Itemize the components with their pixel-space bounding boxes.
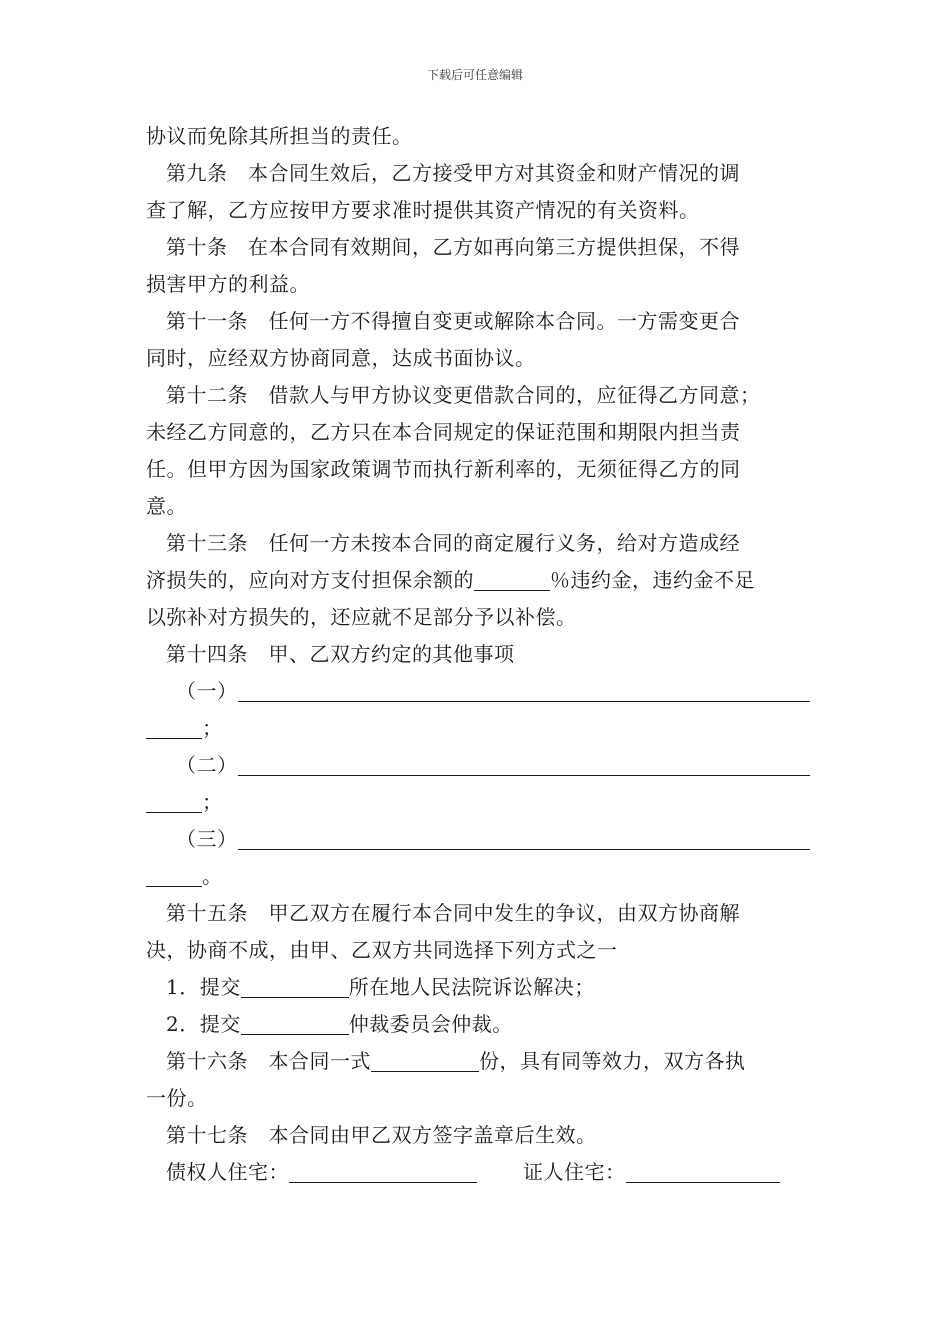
item-1-line [146, 673, 812, 710]
option-1-line [146, 969, 812, 1006]
article-11-line: 第十一条 任何一方不得擅自变更或解除本合同。一方需变更合 [166, 309, 740, 333]
item-end: 。 [202, 864, 223, 888]
text-segment: 第十六条 本合同一式 [166, 1049, 371, 1073]
article-15-line: 第十五条 甲乙双方在履行本合同中发生的争议，由双方协商解 [166, 901, 740, 925]
paragraph-line: 协议而免除其所担当的责任。 [146, 124, 413, 148]
item-end: ； [202, 716, 223, 740]
paragraph-line: 以弥补对方损失的，还应就不足部分予以补偿。 [146, 605, 577, 629]
creditor-address-blank[interactable] [289, 1158, 477, 1183]
paragraph-line: 查了解，乙方应按甲方要求准时提供其资产情况的有关资料。 [146, 198, 700, 222]
paragraph-line: 一份。 [146, 1086, 208, 1110]
paragraph-line: 同时，应经双方协商同意，达成书面协议。 [146, 346, 536, 370]
penalty-rate-blank[interactable] [474, 566, 550, 591]
page-header: 下载后可任意编辑 [426, 68, 523, 82]
item-2-continuation [146, 784, 812, 821]
paragraph-line: 未经乙方同意的，乙方只在本合同规定的保证范围和期限内担当责 [146, 420, 741, 444]
item-3-continuation [146, 858, 812, 895]
signature-address-line [146, 1154, 812, 1191]
article-13-line: 第十三条 任何一方未按本合同的商定履行义务，给对方造成经 [166, 531, 740, 555]
item-label: （一） [176, 679, 238, 703]
article-9-line: 第九条 本合同生效后，乙方接受甲方对其资金和财产情况的调 [166, 161, 740, 185]
text-segment: 所在地人民法院诉讼解决； [348, 975, 595, 999]
item-end: ； [202, 790, 223, 814]
article-10-line: 第十条 在本合同有效期间，乙方如再向第三方提供担保，不得 [166, 235, 740, 259]
text-segment: 1．提交 [166, 975, 241, 999]
creditor-address-label: 债权人住宅： [166, 1160, 289, 1184]
article-12-line: 第十二条 借款人与甲方协议变更借款合同的，应征得乙方同意； [166, 383, 761, 407]
text-segment: 份，具有同等效力，双方各执 [479, 1049, 746, 1073]
item-3-blank[interactable] [238, 825, 810, 850]
article-16-line [146, 1043, 812, 1080]
item-2-blank-cont[interactable] [146, 788, 202, 813]
article-14-line: 第十四条 甲、乙双方约定的其他事项 [166, 642, 515, 666]
text-segment: ％违约金，违约金不足 [550, 568, 755, 592]
copies-blank[interactable] [371, 1047, 479, 1072]
item-1-blank-cont[interactable] [146, 714, 202, 739]
witness-address-label: 证人住宅： [523, 1160, 626, 1184]
item-3-line [146, 821, 812, 858]
item-2-line [146, 747, 812, 784]
paragraph-line: 损害甲方的利益。 [146, 272, 310, 296]
arbitration-blank[interactable] [241, 1010, 349, 1035]
article-17-line: 第十七条 本合同由甲乙双方签字盖章后生效。 [166, 1123, 597, 1147]
paragraph-line: 意。 [146, 494, 187, 518]
option-2-line [146, 1006, 812, 1043]
item-2-blank[interactable] [238, 751, 810, 776]
text-segment: 济损失的，应向对方支付担保余额的 [146, 568, 474, 592]
item-3-blank-cont[interactable] [146, 862, 202, 887]
item-label: （三） [176, 827, 238, 851]
item-1-continuation [146, 710, 812, 747]
paragraph-line [146, 562, 812, 599]
item-label: （二） [176, 753, 238, 777]
item-1-blank[interactable] [238, 677, 810, 702]
witness-address-blank[interactable] [626, 1158, 780, 1183]
court-blank[interactable] [241, 973, 349, 998]
paragraph-line: 任。但甲方因为国家政策调节而执行新利率的，无须征得乙方的同 [146, 457, 741, 481]
text-segment: 2．提交 [166, 1012, 241, 1036]
contract-body [146, 118, 812, 1191]
paragraph-line: 决，协商不成，由甲、乙双方共同选择下列方式之一 [146, 938, 618, 962]
text-segment: 仲裁委员会仲裁。 [348, 1012, 513, 1036]
